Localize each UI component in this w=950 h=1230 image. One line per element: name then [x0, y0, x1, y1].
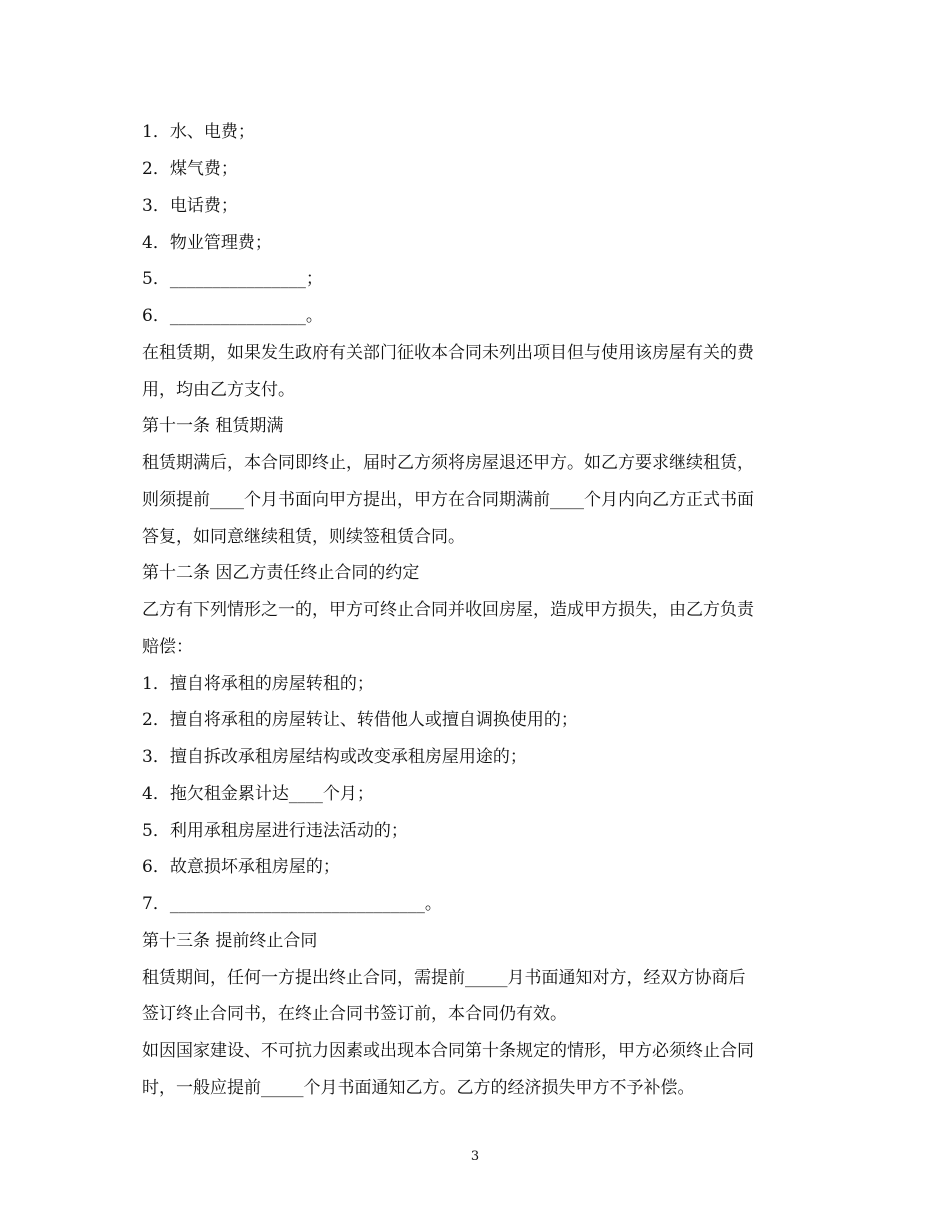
section-heading-article-11: 第十一条 租赁期满 — [142, 416, 284, 436]
list-item-telephone: 3．电话费； — [142, 196, 238, 216]
page-number: 3 — [470, 1149, 480, 1164]
list-item-blank-7: 7．______________________________。 — [142, 894, 442, 914]
list-item-water-electricity: 1．水、电费； — [142, 122, 255, 142]
list-item: 6．故意损坏承租房屋的； — [142, 857, 340, 877]
paragraph-line: 在租赁期，如果发生政府有关部门征收本合同未列出项目但与使用该房屋有关的费 — [142, 343, 754, 363]
paragraph-line: 签订终止合同书，在终止合同书签订前，本合同仍有效。 — [142, 1004, 567, 1024]
list-item: 2．擅自将承租的房屋转让、转借他人或擅自调换使用的； — [142, 710, 578, 730]
paragraph-line: 则须提前____个月书面向甲方提出，甲方在合同期满前____个月内向乙方正式书面 — [142, 490, 754, 510]
list-item: 3．擅自拆改承租房屋结构或改变承租房屋用途的； — [142, 747, 527, 767]
list-item-blank-5: 5．________________； — [142, 269, 323, 289]
list-item: 1．擅自将承租的房屋转租的； — [142, 674, 374, 694]
list-item: 5．利用承租房屋进行违法活动的； — [142, 821, 408, 841]
paragraph-line: 租赁期满后，本合同即终止，届时乙方须将房屋退还甲方。如乙方要求继续租赁， — [142, 453, 754, 473]
list-item-property-management: 4．物业管理费； — [142, 233, 272, 253]
list-item-blank-6: 6．________________。 — [142, 306, 323, 326]
paragraph-line: 用，均由乙方支付。 — [142, 380, 295, 400]
paragraph-line: 租赁期间，任何一方提出终止合同，需提前_____月书面通知对方，经双方协商后 — [142, 968, 746, 988]
list-item-gas: 2．煤气费； — [142, 159, 238, 179]
paragraph-line: 时，一般应提前_____个月书面通知乙方。乙方的经济损失甲方不予补偿。 — [142, 1078, 695, 1098]
section-heading-article-13: 第十三条 提前终止合同 — [142, 931, 318, 951]
paragraph-line: 乙方有下列情形之一的，甲方可终止合同并收回房屋，造成甲方损失，由乙方负责 — [142, 600, 754, 620]
paragraph-line: 如因国家建设、不可抗力因素或出现本合同第十条规定的情形，甲方必须终止合同 — [142, 1041, 754, 1061]
section-heading-article-12: 第十二条 因乙方责任终止合同的约定 — [142, 563, 420, 583]
list-item: 4．拖欠租金累计达____个月； — [142, 784, 374, 804]
paragraph-line: 赔偿： — [142, 637, 193, 657]
paragraph-line: 答复，如同意继续租赁，则续签租赁合同。 — [142, 527, 465, 547]
